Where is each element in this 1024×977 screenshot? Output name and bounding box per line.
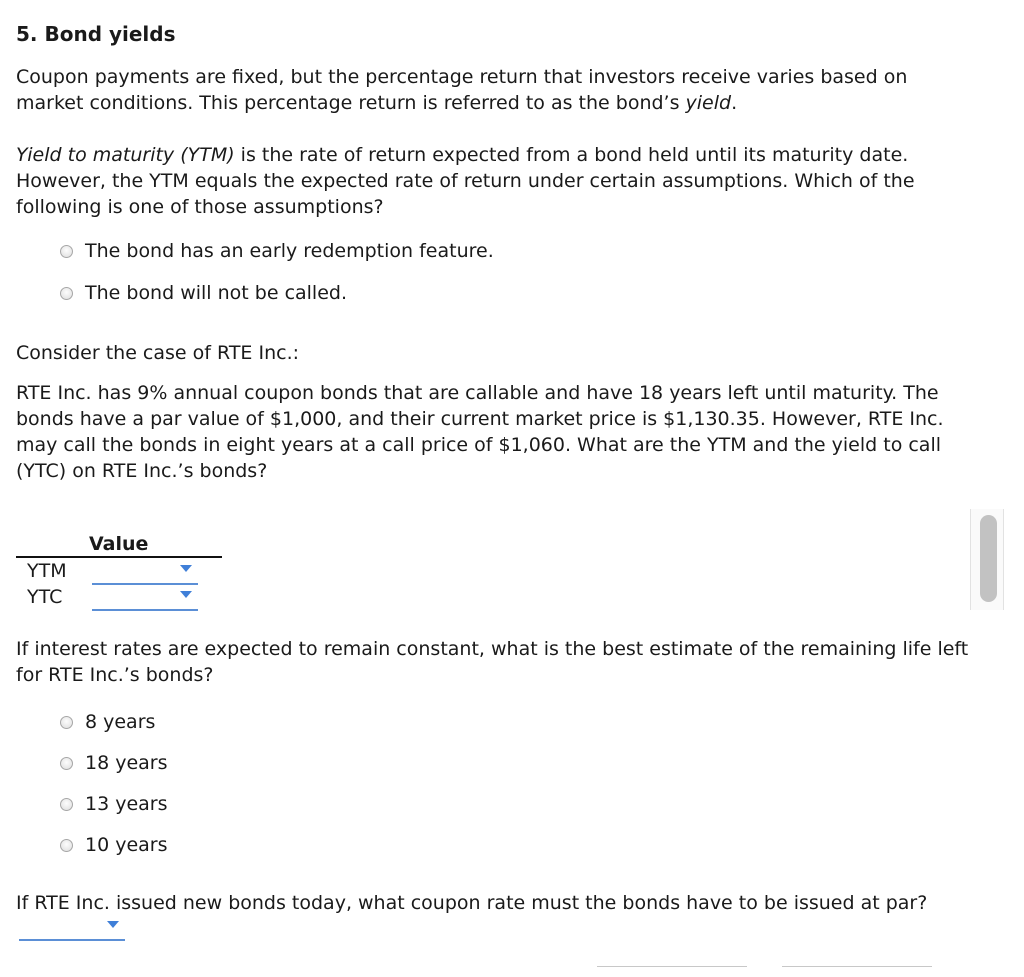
option-label: 18 years xyxy=(85,752,168,774)
ytm-term: Yield to maturity (YTM) xyxy=(16,144,235,166)
radio-button[interactable] xyxy=(60,798,73,811)
ytm-line-1-text: is the rate of return expected from a bond held until its maturity date. xyxy=(234,144,909,166)
bottom-button-left[interactable] xyxy=(597,966,747,977)
radio-button[interactable] xyxy=(60,287,73,300)
coupon-question: If RTE Inc. issued new bonds today, what coupon rate must the bonds have to be issued at par? xyxy=(16,892,928,914)
remaining-life-question xyxy=(16,636,968,688)
option-label: The bond will not be called. xyxy=(85,282,348,304)
chevron-down-icon[interactable] xyxy=(180,591,192,598)
bottom-button-right[interactable] xyxy=(782,966,932,977)
life-option-4[interactable] xyxy=(60,834,168,856)
case-line-2: bonds have a par value of $1,000, and their current market price is $1,130.35. However, RTE Inc. xyxy=(16,408,944,430)
life-option-1[interactable] xyxy=(60,711,155,733)
radio-button[interactable] xyxy=(60,757,73,770)
ytc-dropdown[interactable] xyxy=(92,589,198,611)
remaining-life-line-2: for RTE Inc.’s bonds? xyxy=(16,664,214,686)
chevron-down-icon[interactable] xyxy=(107,921,119,928)
ytm-line-1 xyxy=(16,142,915,168)
assumption-option-2[interactable] xyxy=(60,282,347,304)
option-label: 8 years xyxy=(85,711,156,733)
ytm-row-label: YTM xyxy=(27,560,67,582)
life-option-2[interactable] xyxy=(60,752,168,774)
case-line-4: (YTC) on RTE Inc.’s bonds? xyxy=(16,460,268,482)
option-label: 10 years xyxy=(85,834,168,856)
option-label: 13 years xyxy=(85,793,168,815)
radio-button[interactable] xyxy=(60,839,73,852)
assumption-option-1[interactable] xyxy=(60,240,494,262)
ytm-line-2: However, the YTM equals the expected rate of return under certain assumptions. Which of the xyxy=(16,170,915,192)
scrollbar-thumb[interactable] xyxy=(980,515,997,602)
intro-paragraph xyxy=(16,64,907,116)
case-intro: Consider the case of RTE Inc.: xyxy=(16,342,300,364)
intro-line-2 xyxy=(16,90,907,116)
intro-line-2-text: market conditions. This percentage return is referred to as the bond’s xyxy=(16,92,686,114)
chevron-down-icon[interactable] xyxy=(180,565,192,572)
case-line-3: may call the bonds in eight years at a call price of $1,060. What are the YTM and the yield to call xyxy=(16,434,942,456)
life-option-3[interactable] xyxy=(60,793,168,815)
value-column-header: Value xyxy=(89,533,149,555)
ytm-paragraph xyxy=(16,142,915,220)
intro-line-2-end: . xyxy=(731,92,738,114)
yield-term: yield xyxy=(685,92,732,114)
case-paragraph xyxy=(16,380,944,484)
coupon-rate-dropdown[interactable] xyxy=(19,919,125,941)
ytm-dropdown[interactable] xyxy=(92,563,198,585)
ytm-line-3: following is one of those assumptions? xyxy=(16,196,384,218)
remaining-life-line-1: If interest rates are expected to remain constant, what is the best estimate of the remaining life left xyxy=(16,638,969,660)
ytc-row-label: YTC xyxy=(27,586,63,608)
radio-button[interactable] xyxy=(60,245,73,258)
option-label: The bond has an early redemption feature. xyxy=(85,240,494,262)
question-title: 5. Bond yields xyxy=(16,22,176,46)
table-header-rule xyxy=(16,556,222,558)
case-line-1: RTE Inc. has 9% annual coupon bonds that are callable and have 18 years left until maturity. The xyxy=(16,382,939,404)
intro-line-1: Coupon payments are fixed, but the percentage return that investors receive varies based on xyxy=(16,66,908,88)
radio-button[interactable] xyxy=(60,716,73,729)
